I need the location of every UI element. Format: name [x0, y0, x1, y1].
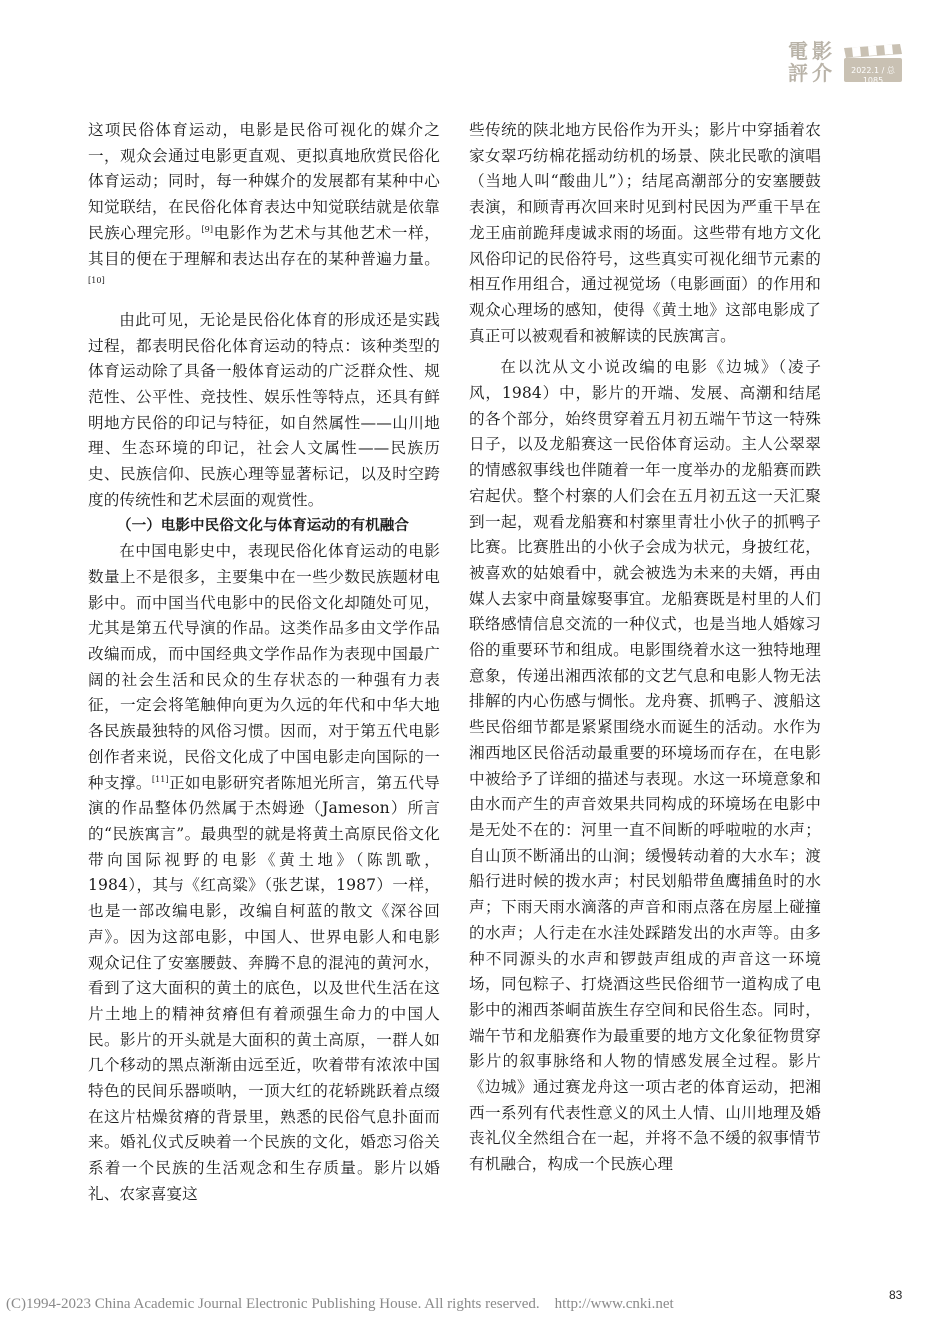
logo-characters	[786, 40, 838, 86]
copyright-footer: (C)1994-2023 China Academic Journal Electronic Publishing House. All rights reserved. http://www.cnki.net	[6, 1296, 674, 1312]
body-text	[88, 118, 440, 1208]
logo-char: 評	[788, 61, 808, 85]
paragraph: 由此可见，无论是民俗化体育的形成还是实践过程，都表明民俗化体育运动的特点：该种类型的体育运动除了具备一般体育运动的广泛群众性、规范性、公平性、竞技性、娱乐性等特点，还具有鲜明地方民俗的印记与特征，如自然属性——山川地理、生态环境的印记，社会人文属性——民族历史、民族信仰、民族心理等显著标记，以及时空跨度的传统性和艺术层面的观赏性。	[88, 310, 440, 509]
paragraph: 些传统的陕北地方民俗作为开头；影片中穿插着农家女翠巧纺棉花摇动纺机的场景、陕北民歌的演唱（当地人叫“酸曲儿”）；结尾高潮部分的安塞腰鼓表演，和顾青再次回来时见到村民因为严重干旱在龙王庙前跪拜虔诚求雨的场面。这些带有地方文化风俗印记的民俗符号，这些真实可视化细节元素的相互作用组合，通过视觉场（电影画面）的作用和观众心理场的感知，使得《黄土地》这部电影成了真正可以被观看和被解读的民族寓言。	[469, 121, 821, 345]
body-text	[469, 118, 821, 1178]
page-number: 83	[889, 1288, 903, 1302]
paragraph: 在以沈从文小说改编的电影《边城》（凌子风，1984）中，影片的开端、发展、高潮和结尾的各个部分，始终贯穿着五月初五端午节这一特殊日子，以及龙船赛这一民俗体育运动。主人公翠翠的情感叙事线也伴随着一年一度举办的龙船赛而跌宕起伏。整个村寨的人们会在五月初五这一天汇聚到一起，观看龙船赛和村寨里青壮小伙子的抓鸭子比赛。比赛胜出的小伙子会成为状元，身披红花，被喜欢的姑娘看中，就会被选为未来的夫婿，再由媒人去家中商量嫁娶事宜。龙船赛既是村里的人们联络感情信息交流的一种仪式，也是当地人婚嫁习俗的重要环节和组成。电影围绕着水这一独特地理意象，传递出湘西浓郁的文艺气息和电影人物无法排解的内心伤感与惆怅。龙舟赛、抓鸭子、渡船这些民俗细节都是紧紧围绕水而诞生的活动。水作为湘西地区民俗活动最重要的环境场而存在，在电影中被给予了详细的描述与表现。水这一环境意象和由水而产生的声音效果共同构成的环境场在电影中是无处不在的：河里一直不间断的呼啦啦的水声；自山顶不断涌出的山涧；缓慢转动着的大水车；渡船行进时候的拨水声；村民划船带鱼鹰捕鱼时的水声；下雨天雨水滴落的声音和雨点落在房屋上碰撞的水声；人行走在水洼处踩踏发出的水声等。由多种不同源头的水声和锣鼓声组成的声音这一环境场，同包粽子、打烧酒这些民俗细节一道构成了电影中的湘西茶峒苗族生存空间和民俗生态。同时，端午节和龙船赛作为最重要的地方文化象征物贯穿影片的叙事脉络和人物的情感发展全过程。影片《边城》通过赛龙舟这一项古老的体育运动，把湘西一系列有代表性意义的风土人情、山川地理及婚丧礼仪全然组合在一起，并将不急不缓的叙事情节有机融合，构成一个民族心理	[469, 358, 821, 1174]
text-run: 在中国电影史中，表现民俗化体育运动的电影数量上不是很多，主要集中在一些少数民族题材电影中。而中国当代电影中的民俗文化却随处可见，尤其是第五代导演的作品。这类作品多由文学作品改编而成，而中国经典文学作品作为表现中国最广阔的社会生活和民众的生存状态的一种强有力表征，一定会将笔触伸向更为久远的年代和中华大地各民族最独特的风俗习惯。因而，对于第五代电影创作者来说，民俗文化成了中国电影走向国际的一种支撑。	[88, 542, 440, 792]
journal-logo	[786, 40, 910, 86]
paragraph	[88, 118, 440, 298]
right-column	[469, 118, 821, 1178]
issue-badge: 2022.1 / 总1085	[851, 66, 895, 85]
section-heading: （一）电影中民俗文化与体育运动的有机融合	[117, 517, 409, 534]
text-run: 这项民俗体育运动，电影是民俗可视化的媒介之一，观众会通过电影更直观、更拟真地欣赏民俗化体育运动；同时，每一种媒介的发展都有某种中心知觉联结，在民俗化体育表达中知觉联结就是依靠民族心理完形。	[88, 121, 440, 242]
citation: [11]	[151, 774, 169, 784]
logo-char: 電	[788, 39, 808, 63]
citation: [9]	[201, 224, 214, 234]
citation: [10]	[88, 276, 105, 286]
logo-char: 介	[812, 61, 832, 85]
text-run: 电影作为艺术与其他艺术一样，其目的便在于理解和表达出存在的某种普遍力量。	[88, 223, 440, 268]
logo-char: 影	[812, 39, 832, 63]
left-column	[88, 118, 440, 1208]
paragraph	[88, 539, 440, 1207]
text-run: 正如电影研究者陈旭光所言，第五代导演的作品整体仍然属于杰姆逊（Jameson）所言的“民族寓言”。最典型的就是将黄土高原民俗文化带向国际视野的电影《黄土地》（陈凯歌，1984），其与《红高粱》（张艺谋，1987）一样，也是一部改编电影，改编自柯蓝的散文《深谷回声》。因为这部电影，中国人、世界电影人和电影观众记住了安塞腰鼓、奔腾不息的混沌的黄河水，看到了这大面积的黄土的底色，以及世代生活在这片土地上的精神贫瘠但有着顽强生命力的中国人民。影片的开头就是大面积的黄土高原，一群人如几个移动的黑点渐渐由远至近，吹着带有浓浓中国特色的民间乐器唢呐，一顶大红的花轿跳跃着点缀在这片枯燥贫瘠的背景里，熟悉的民俗气息扑面而来。婚礼仪式反映着一个民族的文化，婚恋习俗关系着一个民族的生活观念和生存质量。影片以婚礼、农家喜宴这	[88, 773, 440, 1203]
